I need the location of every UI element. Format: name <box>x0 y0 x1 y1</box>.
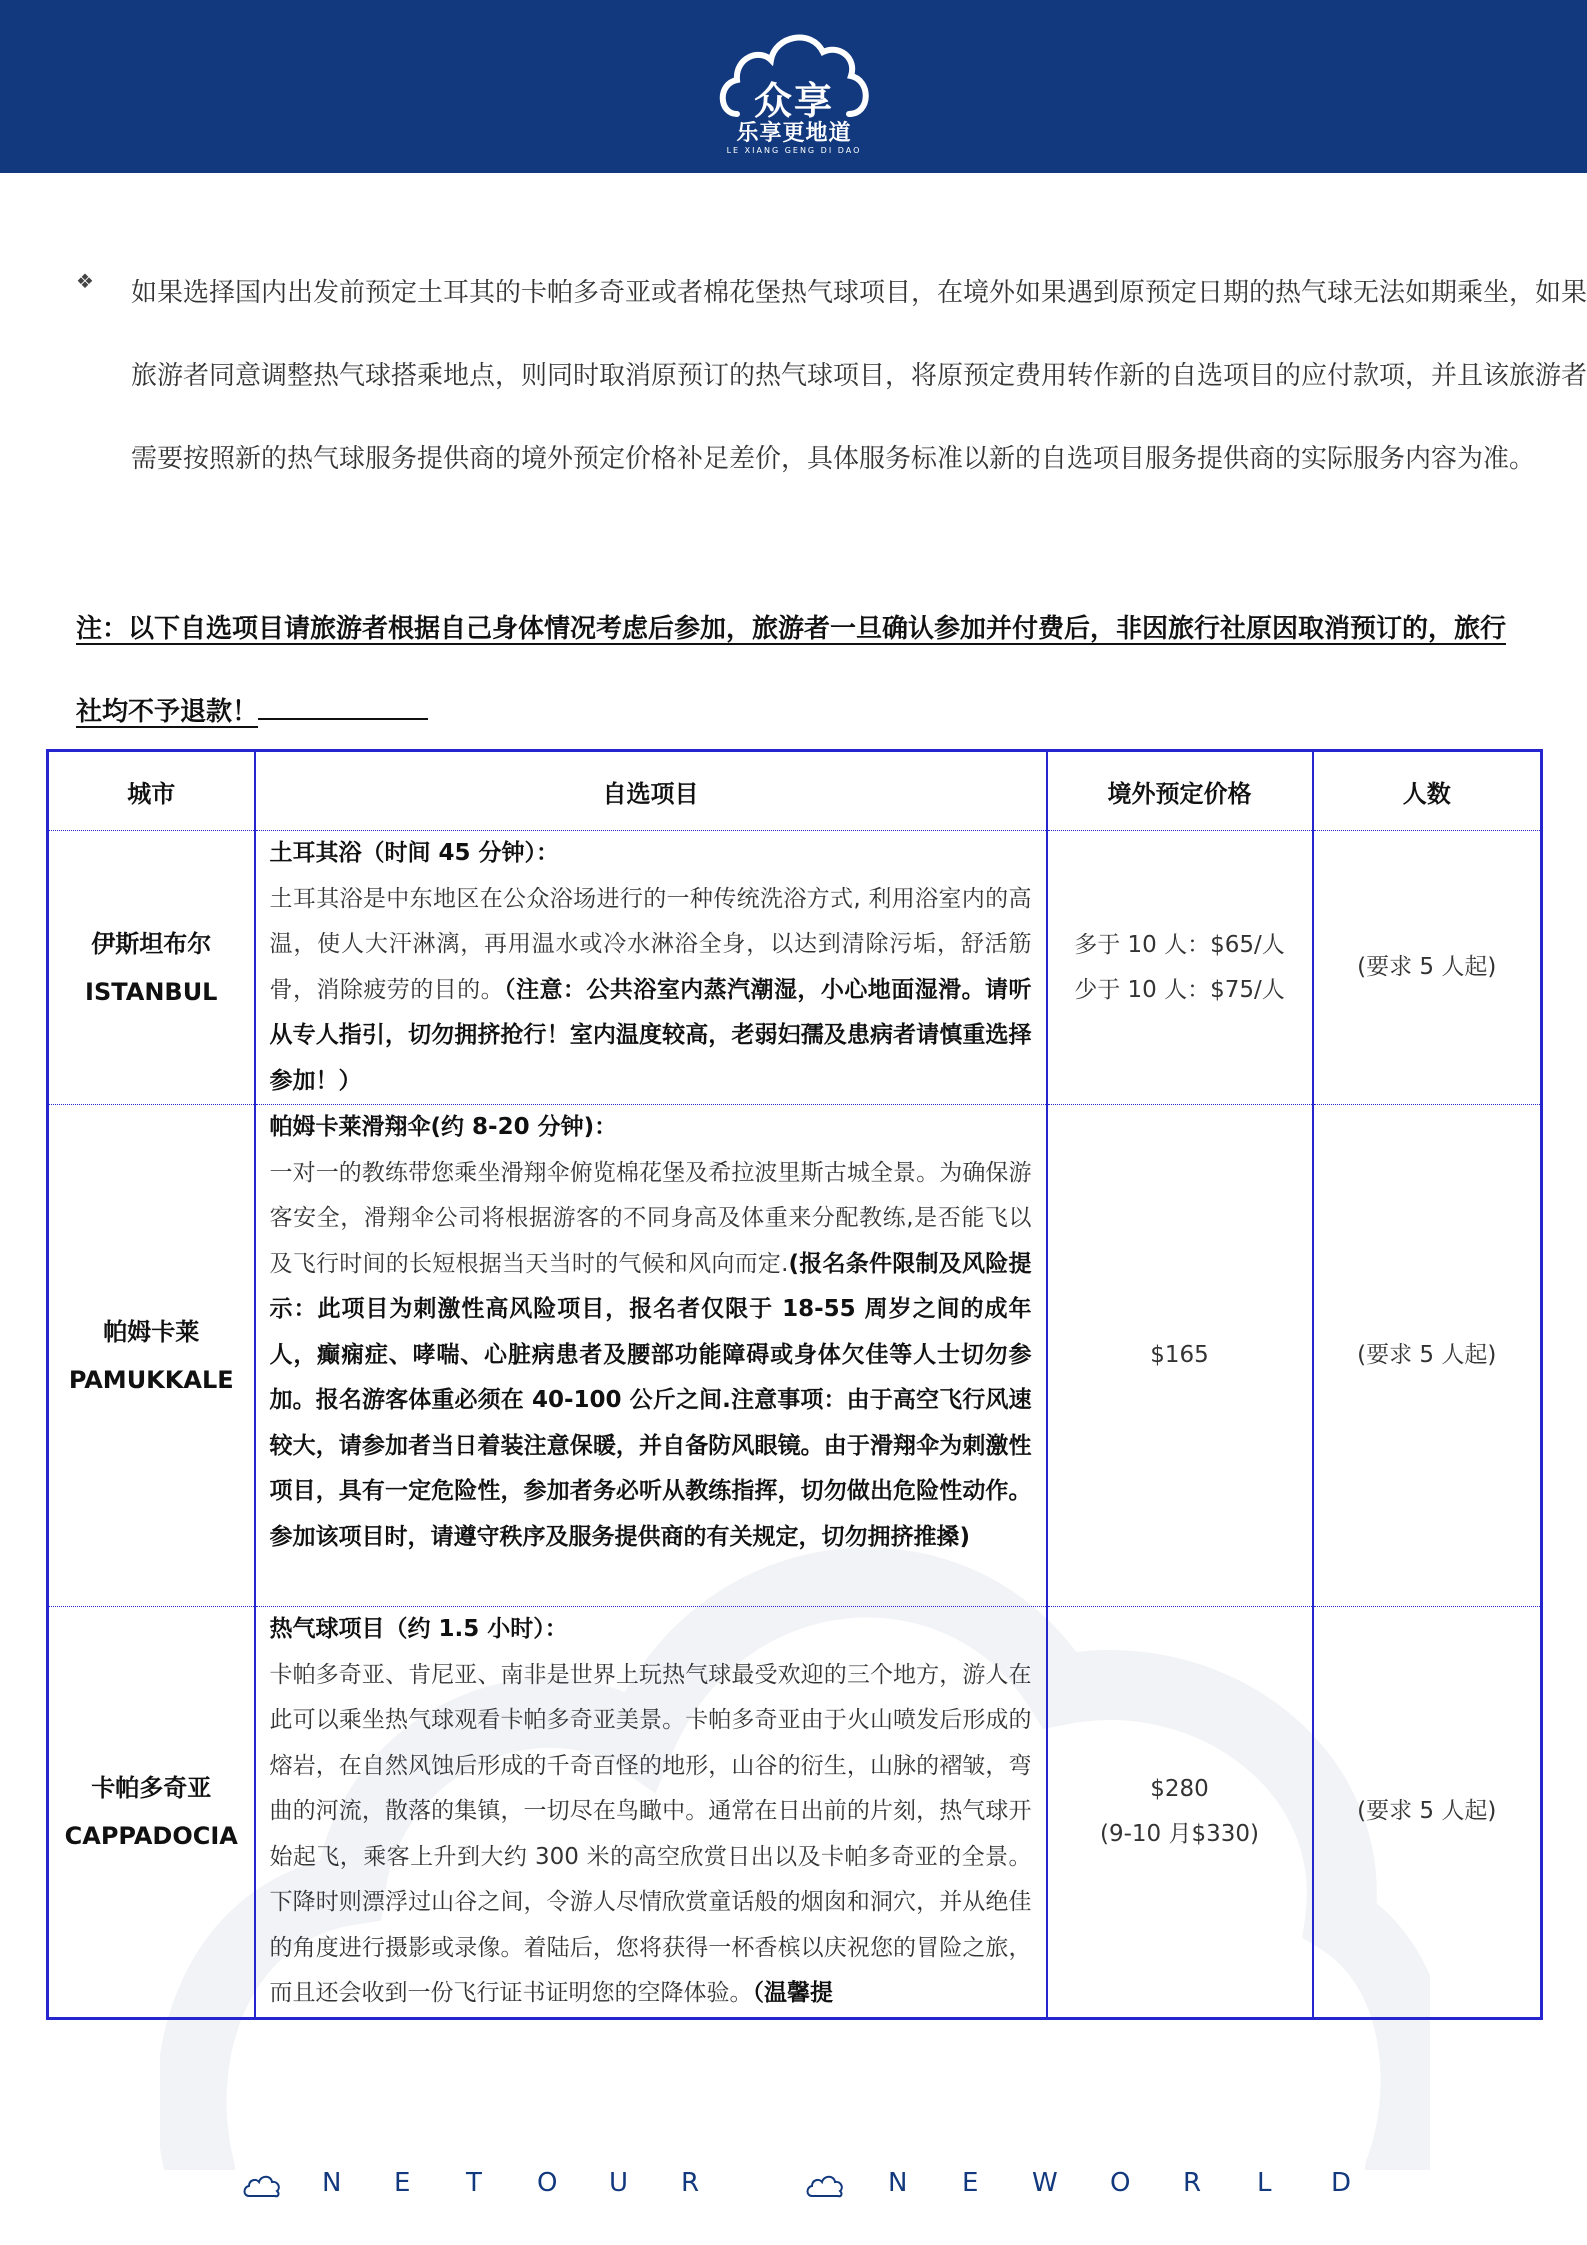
price-line: $165 <box>1150 1342 1209 1368</box>
project-cell <box>255 1607 1047 2019</box>
table-row <box>48 831 1542 1105</box>
footer-letter: R <box>1183 2168 1202 2198</box>
price-line: (9-10 月$330) <box>1100 1820 1259 1847</box>
table-row <box>48 1105 1542 1607</box>
people-cell: (要求 5 人起) <box>1313 1607 1542 2019</box>
city-cell <box>48 1105 255 1607</box>
header-city: 城市 <box>48 751 255 831</box>
city-name-cn: 伊斯坦布尔 <box>91 929 212 958</box>
price-cell <box>1047 831 1313 1105</box>
city-name-cn: 帕姆卡莱 <box>103 1317 200 1346</box>
table-header-row <box>48 751 1542 831</box>
city-name-cn: 卡帕多奇亚 <box>91 1773 212 1802</box>
notice-paragraph: 如果选择国内出发前预定土耳其的卡帕多奇亚或者棉花堡热气球项目，在境外如果遇到原预定日期的热气球无法如期乘坐，如果旅游者同意调整热气球搭乘地点，则同时取消原预订的热气球项目，将原预定费用转作新的自选项目的应付款项，并且该旅游者需要按照新的热气球服务提供商的境外预定价格补足差价，具体服务标准以新的自选项目服务提供商的实际服务内容为准。 <box>131 278 1587 474</box>
city-cell <box>48 1607 255 2019</box>
footer-letter: T <box>466 2168 482 2198</box>
project-cell <box>255 831 1047 1105</box>
project-description: 卡帕多奇亚、肯尼亚、南非是世界上玩热气球最受欢迎的三个地方，游人在此可以乘坐热气球观看卡帕多奇亚美景。卡帕多奇亚由于火山喷发后形成的熔岩，在自然风蚀后形成的千奇百怪的地形，山谷的衍生，山脉的褶皱，弯曲的河流，散落的集镇，一切尽在鸟瞰中。通常在日出前的片刻，热气球开始起飞，乘客上升到大约 300 米的高空欣赏日出以及卡帕多奇亚的全景。下降时则漂浮过山谷之间，令游人尽情欣赏童话般的烟囱和洞穴，并从绝佳的角度进行摄影或录像。着陆后，您将获得一杯香槟以庆祝您的冒险之旅，而且还会收到一份飞行证书证明您的空降体验。 <box>269 1661 1032 2006</box>
header-price: 境外预定价格 <box>1047 751 1313 831</box>
project-cell <box>255 1105 1047 1607</box>
footer-letter: R <box>681 2168 700 2198</box>
cloud-icon <box>243 2174 281 2200</box>
cloud-icon <box>806 2174 844 2200</box>
footer-letter: D <box>1331 2168 1352 2198</box>
city-name-en: CAPPADOCIA <box>64 1821 238 1850</box>
price-line: 多于 10 人：$65/人 <box>1074 931 1285 958</box>
city-cell <box>48 831 255 1105</box>
refund-note <box>76 588 1512 754</box>
city-name-en: PAMUKKALE <box>68 1365 234 1394</box>
project-warning: （温馨提 <box>752 1980 833 2006</box>
project-warning: (报名条件限制及风险提示：此项目为刺激性高风险项目，报名者仅限于 18-55 周岁之间的成年人，癫痫症、哮喘、心脏病患者及腰部功能障碍或身体欠佳等人士切勿参加。报名游客体重必须在 40-100 公斤之间.注意事项：由于高空飞行风速较大，请参加者当日着装注意保暖，并自备防风眼镜。由于滑翔伞为刺激性项目，具有一定危险性，参加者务必听从教练指挥，切勿做出危险性动作。参加该项目时，请遵守秩序及服务提供商的有关规定，切勿拥挤推搡) <box>269 1250 1032 1550</box>
project-title: 帕姆卡莱滑翔伞(约 8-20 分钟)： <box>269 1114 618 1140</box>
logo-main-text: 众享 <box>753 79 834 123</box>
page-header <box>0 0 1587 173</box>
footer-letter: N <box>888 2168 908 2198</box>
price-line: $280 <box>1150 1775 1209 1802</box>
footer-letter: O <box>537 2168 558 2198</box>
project-description: 一对一的教练带您乘坐滑翔伞俯览棉花堡及希拉波里斯古城全景。为确保游客安全，滑翔伞公司将根据游客的不同身高及体重来分配教练,是否能飞以及飞行时间的长短根据当天当时的气候和风向而定. <box>269 1159 1032 1277</box>
note-underline <box>258 692 428 720</box>
header-item: 自选项目 <box>255 751 1047 831</box>
footer-letter: U <box>609 2168 629 2198</box>
footer-letter: O <box>1110 2168 1131 2198</box>
footer-letter: N <box>322 2168 342 2198</box>
footer-letter: W <box>1032 2168 1058 2198</box>
project-title: 土耳其浴（时间 45 分钟）： <box>269 840 560 866</box>
price-cell <box>1047 1105 1313 1607</box>
people-cell: (要求 5 人起) <box>1313 1105 1542 1607</box>
footer-letter: E <box>962 2168 979 2198</box>
logo-sub-text: 乐享更地道 <box>736 121 852 146</box>
people-cell: (要求 5 人起) <box>1313 831 1542 1105</box>
city-name-en: ISTANBUL <box>85 977 218 1006</box>
price-cell <box>1047 1607 1313 2019</box>
logo-pinyin-text: LE XIANG GENG DI DAO <box>726 146 862 155</box>
project-title: 热气球项目（约 1.5 小时）： <box>269 1616 568 1642</box>
optional-items-table <box>46 749 1543 2020</box>
page-footer <box>0 2168 1587 2208</box>
project-warning: （注意：公共浴室内蒸汽潮湿，小心地面湿滑。请听从专人指引，切勿拥挤抢行！室内温度较高，老弱妇孺及患病者请慎重选择参加！） <box>269 976 1032 1094</box>
refund-note-text: 注：以下自选项目请旅游者根据自己身体情况考虑后参加，旅游者一旦确认参加并付费后，非因旅行社原因取消预订的，旅行社均不予退款！ <box>76 614 1507 727</box>
footer-letter: E <box>394 2168 411 2198</box>
table-row <box>48 1607 1542 2019</box>
footer-letter: L <box>1257 2168 1272 2198</box>
diamond-bullet-icon: ❖ <box>76 269 94 293</box>
project-description: 土耳其浴是中东地区在公众浴场进行的一种传统洗浴方式, 利用浴室内的高温，使人大汗淋漓，再用温水或冷水淋浴全身，以达到清除污垢，舒活筋骨，消除疲劳的目的。 <box>269 885 1032 1003</box>
header-people: 人数 <box>1313 751 1542 831</box>
price-line: 少于 10 人：$75/人 <box>1074 976 1285 1003</box>
brand-logo <box>715 18 873 158</box>
